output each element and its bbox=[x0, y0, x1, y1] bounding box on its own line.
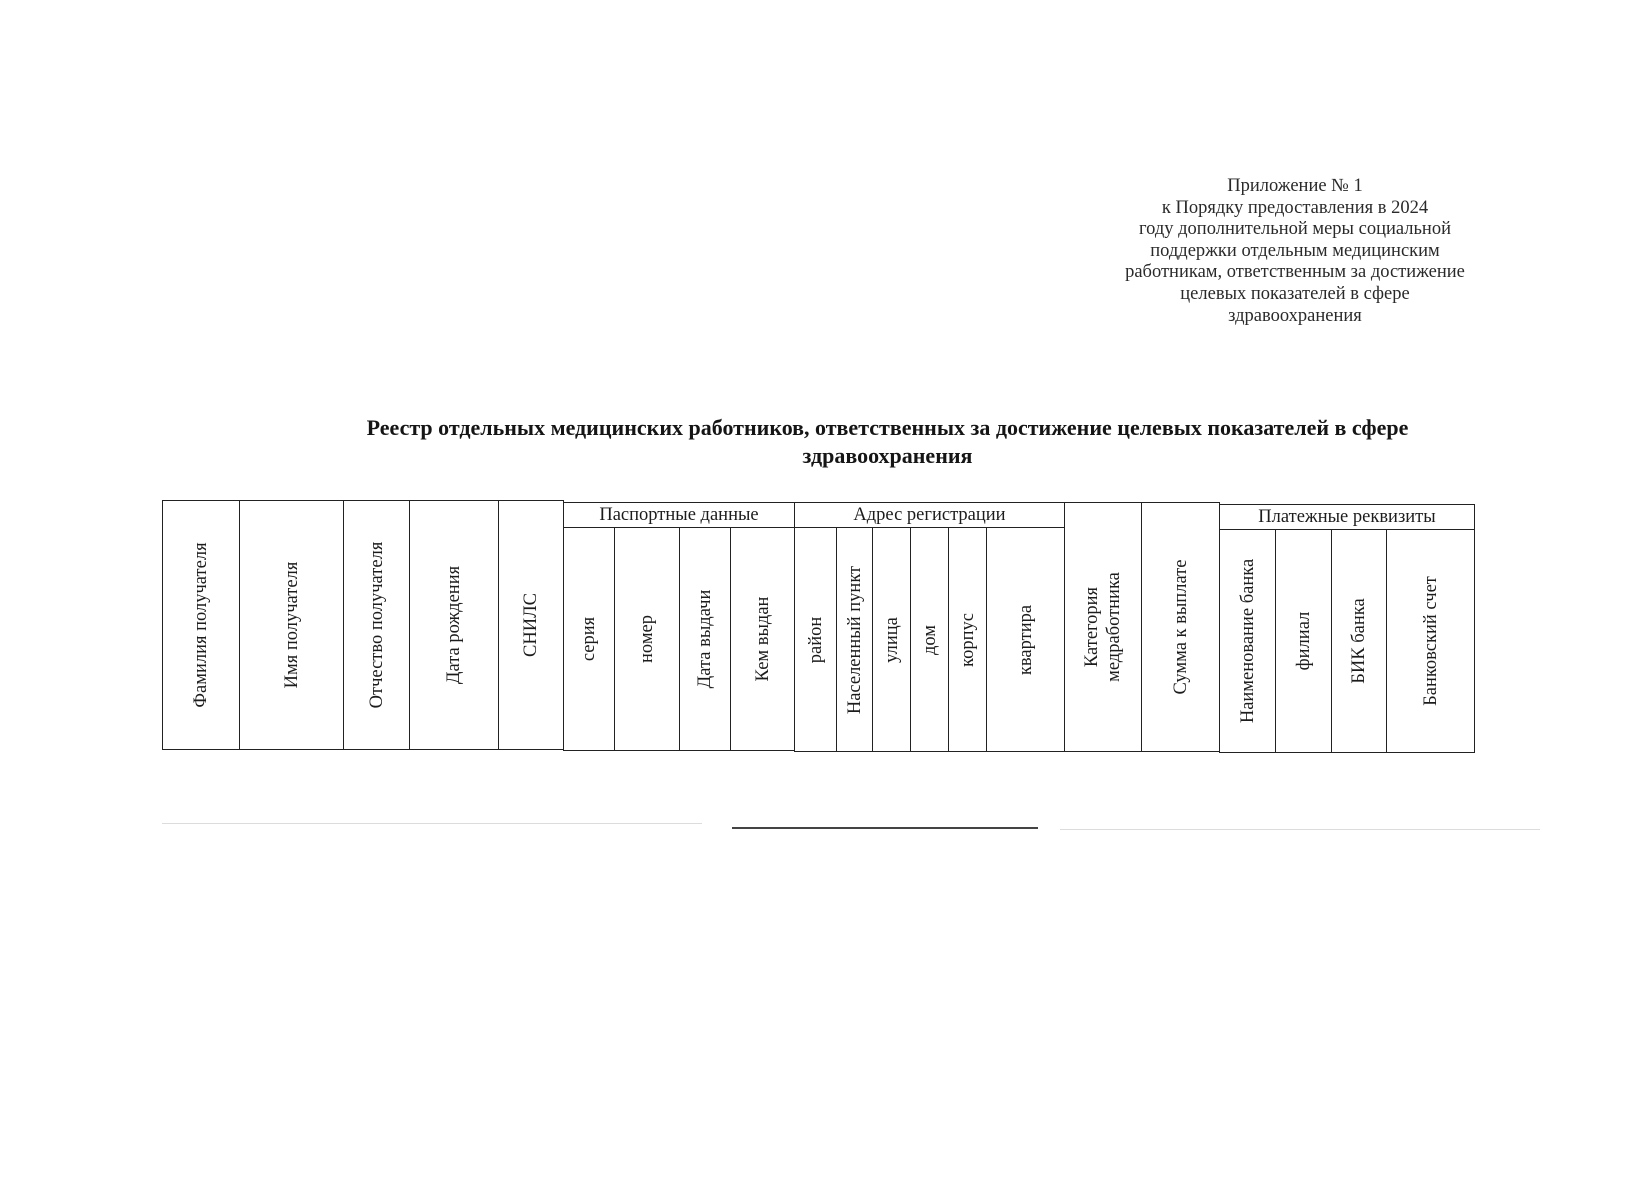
header-birth-date bbox=[409, 500, 499, 750]
header-amount-label: Сумма к выплате bbox=[1170, 559, 1191, 695]
header-patronymic bbox=[343, 500, 410, 750]
header-address-building-label: корпус bbox=[957, 612, 978, 667]
document-title bbox=[250, 414, 1525, 470]
header-snils-label: СНИЛС bbox=[521, 593, 541, 657]
group-address bbox=[794, 502, 1065, 528]
header-surname bbox=[162, 500, 240, 750]
appendix-line: поддержки отдельным медицинским bbox=[1150, 240, 1440, 261]
header-address-building bbox=[948, 527, 987, 752]
header-passport-number bbox=[614, 527, 680, 751]
header-passport-series-label: серия bbox=[579, 616, 599, 662]
group-payment bbox=[1219, 504, 1475, 530]
header-address-street bbox=[872, 527, 911, 752]
header-bank-bik-label: БИК банка bbox=[1349, 598, 1369, 684]
header-address-locality bbox=[836, 527, 873, 752]
header-bank-branch-label: филиал bbox=[1293, 611, 1314, 671]
header-bank-account bbox=[1386, 529, 1475, 753]
group-payment-label: Платежные реквизиты bbox=[1258, 507, 1436, 527]
header-category bbox=[1064, 502, 1142, 752]
header-address-locality-label: Населенный пункт bbox=[844, 565, 865, 714]
header-bank-branch bbox=[1275, 529, 1332, 753]
header-name bbox=[239, 500, 344, 750]
header-passport-number-label: номер bbox=[637, 615, 657, 663]
header-bank-account-label: Банковский счет bbox=[1420, 576, 1441, 706]
group-address-label: Адрес регистрации bbox=[853, 505, 1006, 525]
header-bank-name bbox=[1219, 529, 1276, 753]
header-birth-date-label: Дата рождения bbox=[444, 565, 464, 685]
header-address-house-label: дом bbox=[919, 624, 940, 655]
header-address-district bbox=[794, 527, 837, 752]
header-name-label: Имя получателя bbox=[281, 561, 302, 689]
title-line-2: здравоохранения bbox=[802, 443, 973, 468]
scan-artifact-dots bbox=[162, 823, 702, 824]
header-surname-label: Фамилия получателя bbox=[191, 542, 211, 708]
header-bank-bik bbox=[1331, 529, 1387, 753]
appendix-line: целевых показателей в сфере bbox=[1180, 283, 1410, 304]
appendix-line: работникам, ответственным за достижение bbox=[1125, 262, 1465, 283]
header-address-district-label: район bbox=[805, 616, 826, 663]
scan-artifact-dots bbox=[1060, 829, 1540, 830]
header-address-street-label: улица bbox=[881, 616, 902, 663]
header-bank-name-label: Наименование банка bbox=[1237, 558, 1258, 724]
header-amount bbox=[1141, 502, 1220, 752]
appendix-line: к Порядку предоставления в 2024 bbox=[1161, 197, 1429, 218]
header-address-apartment-label: квартира bbox=[1015, 604, 1036, 675]
group-passport-label: Паспортные данные bbox=[599, 505, 759, 525]
header-address-house bbox=[910, 527, 949, 752]
title-line-1: Реестр отдельных медицинских работников, ответственных за достижение целевых показателей в сфере bbox=[366, 415, 1409, 440]
header-patronymic-label: Отчество получателя bbox=[366, 541, 387, 709]
header-category-label: Категория медработника bbox=[1082, 572, 1124, 682]
header-passport-issued-by-label: Кем выдан bbox=[752, 596, 773, 682]
header-passport-series bbox=[563, 527, 615, 751]
header-passport-issue-date-label: Дата выдачи bbox=[695, 589, 715, 689]
scan-artifact-line bbox=[732, 827, 1038, 829]
group-passport bbox=[563, 502, 795, 528]
header-snils bbox=[498, 500, 564, 750]
appendix-line: здравоохранения bbox=[1228, 305, 1362, 326]
header-passport-issued-by bbox=[730, 527, 795, 751]
appendix-note bbox=[1080, 176, 1510, 327]
header-address-apartment bbox=[986, 527, 1065, 752]
appendix-line: году дополнительной меры социальной bbox=[1139, 219, 1451, 240]
header-passport-issue-date bbox=[679, 527, 731, 751]
appendix-line: Приложение № 1 bbox=[1227, 176, 1363, 196]
